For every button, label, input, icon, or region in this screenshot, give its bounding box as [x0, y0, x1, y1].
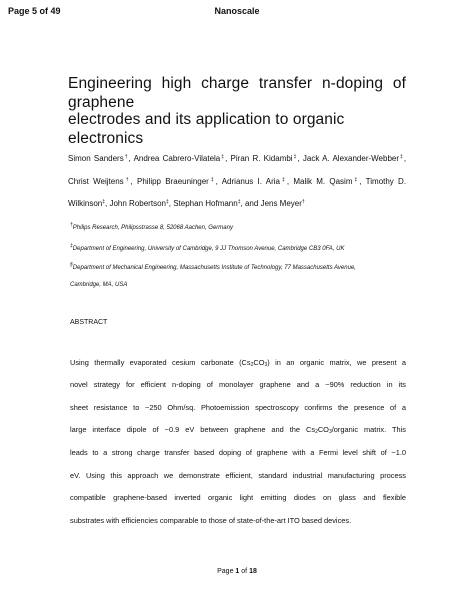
page-footer: [0, 568, 474, 575]
author-name: Jens Meyer: [260, 199, 302, 208]
author-name: Adrianus I. Aria: [221, 177, 281, 186]
text: CO: [317, 425, 329, 434]
author-name: Andrea Cabrero-Vilatela: [133, 154, 221, 163]
affiliation-mark: ‡: [292, 154, 298, 160]
subscript: 3: [328, 429, 332, 435]
affiliation-text: Department of Engineering, University of Cambridge, 9 JJ Thomson Avenue, Cambridge CB3 0FA, UK: [72, 246, 345, 252]
abstract-line: eV. Using this approach we demonstrate efficient, standard industrial manufacturing process: [70, 471, 406, 480]
separator: ,: [403, 154, 407, 163]
affiliation-mark: ‡: [102, 199, 106, 205]
affiliation-mark: ‡: [70, 243, 73, 249]
footer-of: of: [241, 568, 248, 575]
abstract-line: novel strategy for efficient n-doping of monolayer graphene and a ~90% reduction in its: [70, 380, 406, 389]
author-name: Simon Sanders: [68, 154, 124, 163]
separator: ,: [240, 199, 243, 208]
subscript: 3: [264, 362, 268, 368]
affiliation-text: Philips Research, Philipsstrasse 8, 52068 Aachen, Germany: [72, 225, 233, 231]
affiliation-2: [70, 245, 406, 253]
affiliation-mark: †: [301, 199, 305, 205]
author-name: Jack A. Alexander-Webber: [302, 154, 400, 163]
separator: ,: [168, 199, 171, 208]
subscript: 2: [250, 362, 254, 368]
title-line-2: electrodes and its application to organic electronics: [68, 111, 345, 147]
abstract-heading: ABSTRACT: [70, 319, 108, 326]
footer-total-pages: 18: [249, 568, 257, 575]
author-name: Timothy D.: [365, 177, 407, 186]
text: /organic matrix. This: [331, 425, 406, 434]
author-name: Stephan Hofmann: [173, 199, 238, 208]
title-line-1: Engineering high charge transfer n-doping of graphene: [68, 75, 406, 111]
author-name: Christ Weijtens: [68, 177, 124, 186]
author-name: Piran R. Kidambi: [230, 154, 293, 163]
affiliation-mark: §: [70, 262, 73, 268]
affiliation-mark: ‡: [208, 177, 216, 183]
affiliation-1: [70, 224, 406, 232]
affiliation-mark: ‡: [399, 154, 404, 160]
affiliation-3: [70, 264, 406, 272]
separator: ,: [225, 154, 228, 163]
abstract-line: compatible graphene-based inverted organic light emitting diodes on glass and flexible: [70, 493, 406, 502]
separator: ,: [215, 177, 218, 186]
separator: ,: [297, 154, 300, 163]
abstract-line: [70, 425, 406, 435]
affiliation-mark: †: [70, 222, 73, 228]
affiliation-mark: ‡: [280, 177, 287, 183]
separator: ,: [286, 177, 290, 186]
author-name: Wilkinson: [68, 199, 103, 208]
separator: ,: [105, 199, 108, 208]
affiliation-text: Department of Mechanical Engineering, Massachusetts Institute of Technology, 77 Massachusetts Avenue,: [72, 265, 356, 271]
author-name: Philipp Braeuninger: [136, 177, 209, 186]
author-name: John Robertson: [109, 199, 166, 208]
text: ) in an organic matrix, we present a: [267, 358, 406, 367]
abstract-line: sheet resistance to ~250 Ohm/sq. Photoemission spectroscopy confirms the presence of a: [70, 403, 406, 412]
author-line-3: [68, 199, 406, 209]
separator: ,: [130, 177, 133, 186]
text: large interface dipole of ~0.9 eV between graphene and the Cs: [70, 425, 316, 434]
affiliation-3-cont: Cambridge, MA, USA: [70, 282, 128, 288]
conjunction: and: [244, 199, 259, 208]
author-line-1: [68, 154, 406, 164]
text: Using thermally evaporated cesium carbonate (Cs: [70, 358, 251, 367]
abstract-line: leads to a strong charge transfer based doping of graphene with a Fermi level shift of ~1.0: [70, 448, 406, 457]
affiliation-mark: ‡: [352, 177, 360, 183]
footer-label: Page: [217, 568, 234, 575]
affiliation-mark: ‡: [220, 154, 226, 160]
separator: ,: [128, 154, 131, 163]
abstract-line: [70, 358, 406, 368]
page-counter: Page 5 of 49: [8, 6, 61, 16]
affiliation-mark: †: [123, 177, 131, 183]
text: CO: [253, 358, 265, 367]
abstract-line: substrates with efficiencies comparable to those of state-of-the-art ITO based devices.: [70, 516, 352, 525]
subscript: 2: [315, 429, 318, 435]
affiliation-mark: †: [123, 154, 129, 160]
footer-page-number: 1: [235, 568, 240, 575]
affiliation-mark: ‡: [237, 199, 241, 205]
journal-name: Nanoscale: [214, 6, 260, 16]
affiliation-mark: ‡: [165, 199, 169, 205]
separator: ,: [359, 177, 362, 186]
author-name: Malik M. Qasim: [293, 177, 353, 186]
author-line-2: [68, 177, 406, 187]
